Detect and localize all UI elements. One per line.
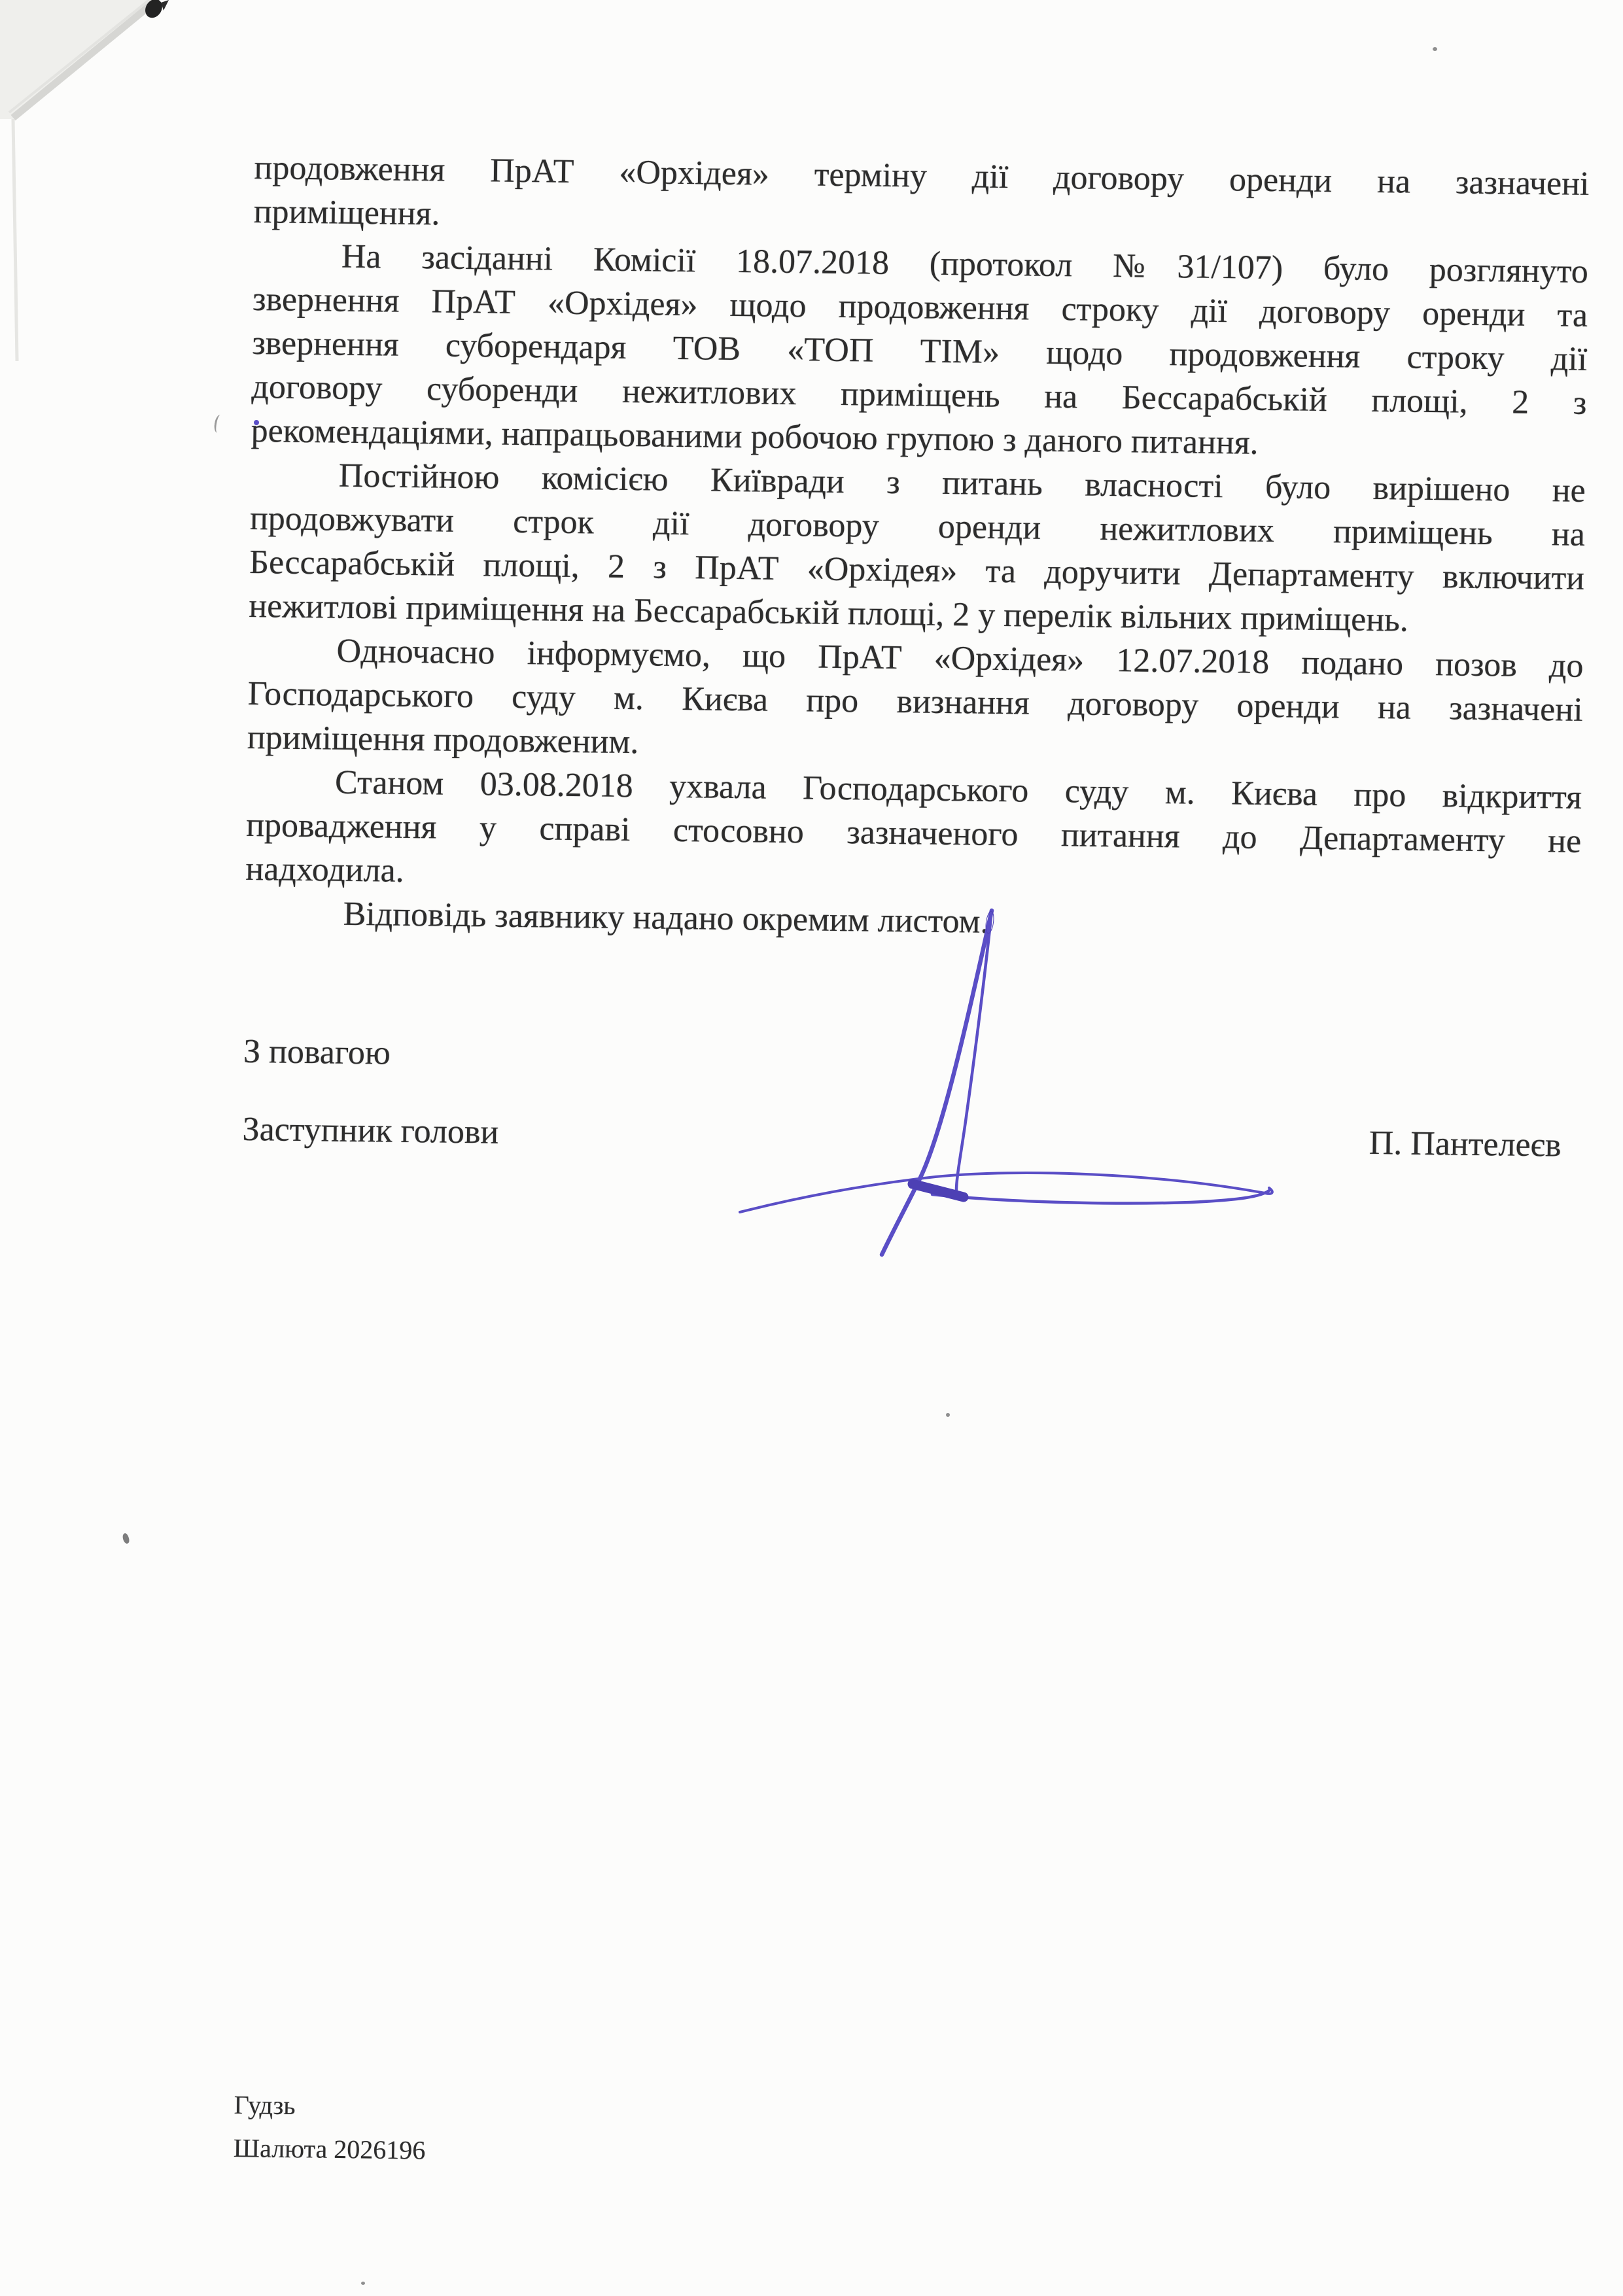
body-line: На засіданні Комісії 18.07.2018 (протокол №31/107) було розглянуто [341, 237, 1589, 290]
body-line: договору суборенди нежитлових приміщень на Бессарабській площі, 2 з [251, 368, 1587, 422]
signature-hairline [968, 932, 988, 1107]
body-line: нежитлові приміщення на Бессарабській площі, 2 у перелік вільних приміщень. [249, 587, 1409, 639]
body-line: приміщення. [253, 192, 440, 233]
footer-author: Гудзь [234, 2089, 296, 2121]
body-line: провадження у справі стосовно зазначеного питання до Департаменту не [245, 806, 1582, 860]
body-line: Господарського суду м. Києва про визнання договору оренди на зазначені [247, 674, 1583, 729]
corner-dark-mark-tail [161, 0, 169, 10]
footer-author-id: Шалюта 2026196 [233, 2132, 426, 2165]
body-line: Одночасно інформуємо, що ПрАТ «Орхідея» 12.07.2018 подано позов до [336, 632, 1584, 685]
signer-position-title: Заступник голови [242, 1110, 499, 1151]
body-line: надходила. [245, 850, 405, 890]
scan-speck [1433, 47, 1437, 51]
page-corner-fold [0, 0, 209, 379]
scan-speck-arc [213, 414, 225, 434]
body-line: звернення суборендаря ТОВ «ТОП ТІМ» щодо продовження строку дії [251, 324, 1588, 378]
scan-speck [946, 1413, 950, 1417]
closing-salutation: З повагою [243, 1032, 391, 1072]
body-line: рекомендаціями, напрацьованими робочою групою з даного питання. [251, 411, 1259, 462]
footer-ids [233, 2083, 426, 2172]
scan-speck-comma [121, 1533, 130, 1544]
signature [680, 877, 1308, 1276]
body-line: Станом 03.08.2018 ухвала Господарського суду м. Києва про відкриття [334, 763, 1582, 816]
scan-speck [361, 2282, 365, 2285]
signer-name: П. Пантелеєв [1369, 1124, 1562, 1164]
body-line: Відповідь заявнику надано окремим листом. [343, 895, 989, 941]
signature-upstroke [882, 911, 992, 1255]
body-line: продовження ПрАТ «Орхідея» терміну дії договору оренди на зазначені [254, 148, 1590, 203]
body-line: приміщення продовженим. [247, 718, 639, 761]
signature-flourish-lower [932, 1191, 1269, 1204]
body-line: продовжувати строк дії договору оренди нежитлових приміщень на [249, 499, 1586, 553]
body-line: Бессарабській площі, 2 з ПрАТ «Орхідея» та доручити Департаменту включити [249, 543, 1585, 597]
left-edge-scan-line [13, 119, 17, 361]
body-line: Постійною комісією Київради з питань власності було вирішено не [338, 457, 1586, 510]
body-line: звернення ПрАТ «Орхідея» щодо продовження строку дії договору оренди та [252, 280, 1588, 334]
signature-flourish-upper [740, 1173, 1272, 1212]
